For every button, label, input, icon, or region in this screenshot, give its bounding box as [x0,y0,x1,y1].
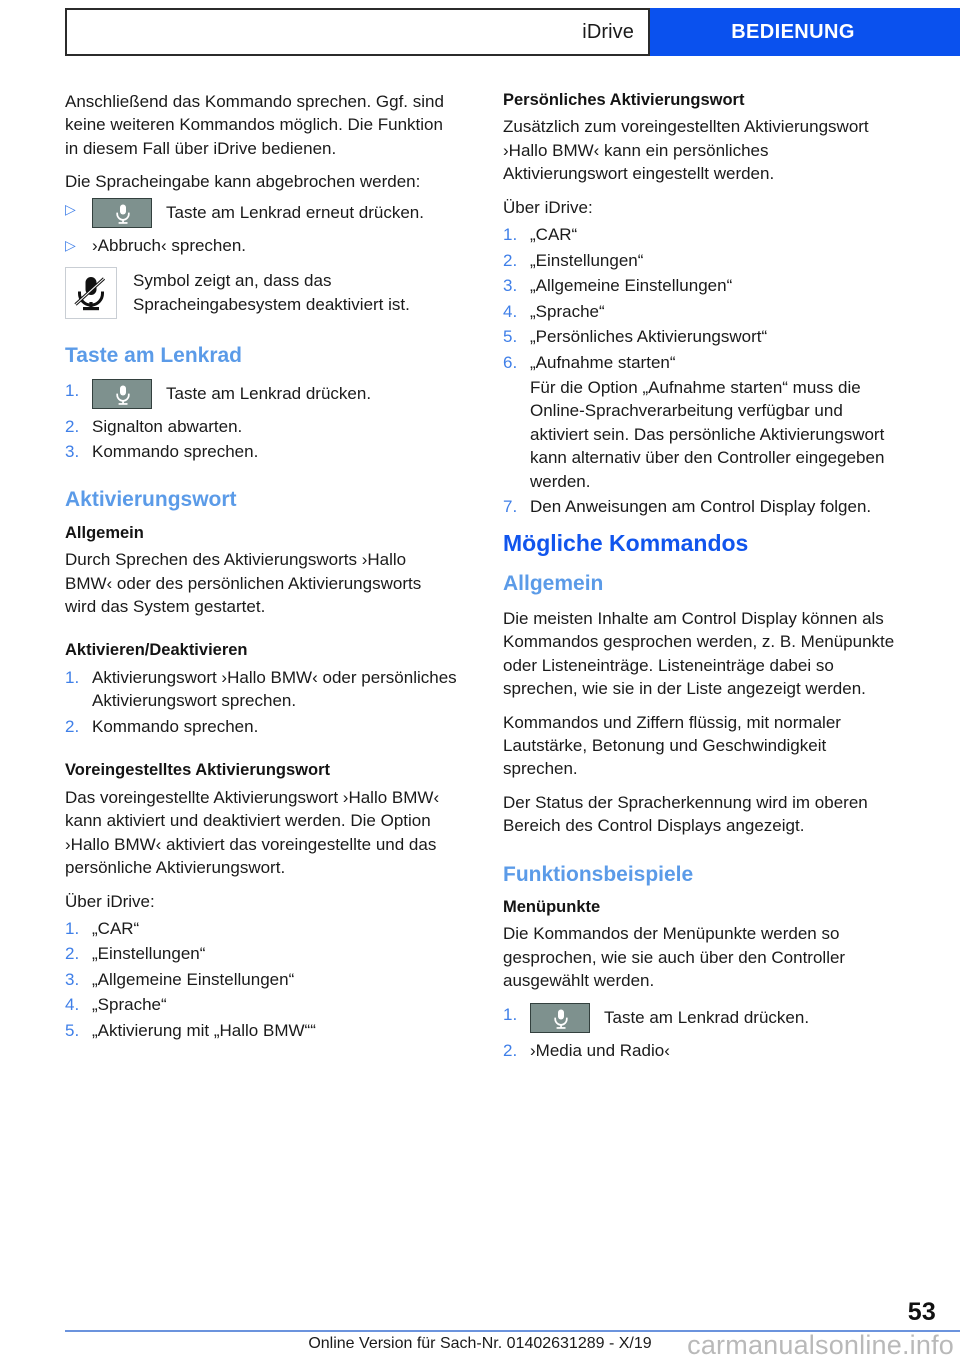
list-marker: 1. [65,380,80,400]
list-marker: 3. [503,276,518,296]
list-marker: 4. [65,995,80,1015]
list-marker: 3. [65,441,80,461]
list-item-label: „Einstellungen“ [530,250,644,270]
list-item-label: „Aktivierung mit „Hallo BMW““ [92,1020,316,1040]
subheading-menu-items: Menüpunkte [503,898,601,917]
abort-lead: Die Spracheingabe kann abgebrochen werden: [65,172,421,192]
personal-via-idrive: Über iDrive: [503,197,593,217]
section-heading-wakeword: Aktivierungswort [65,488,237,512]
general-paragraph: Durch Sprechen des Aktivierungsworts ›Hallo BMW‹ oder des persönlichen Aktivierungsworts wird das System gestartet. [65,550,422,617]
menuitems-steps-list [503,1003,895,1062]
list-item [503,249,895,272]
subheading-general: Allgemein [65,523,144,542]
subheading-personal-wakeword: Persönliches Aktivierungswort [503,91,745,109]
page-number: 53 [907,1298,936,1326]
list-item-label: Aktivierungswort ›Hallo BMW‹ oder persönliches Aktivierungswort sprechen. [92,667,457,711]
list-item [65,379,457,413]
list-item-label: Taste am Lenkrad drücken. [604,1008,810,1028]
section-heading-function-examples: Funktionsbeispiele [503,862,694,886]
preset-paragraph: Das voreingestellte Aktivierungswort ›Hallo BMW‹ kann aktiviert und deaktiviert werden. Die Option ›Hallo BMW‹ aktiviert das voreingestellte und das persönliche Aktivierungswort. [65,787,440,878]
list-item-label: „Persönliches Aktivierungswort“ [530,327,768,347]
list-marker: 2. [65,944,80,964]
list-item-label: Kommando sprechen. [92,441,259,461]
list-item-label: „Allgemeine Einstellungen“ [92,969,295,989]
personal-paragraph: Zusätzlich zum voreingestellten Aktivierungswort ›Hallo BMW‹ kann ein persönliches Aktivierungswort eingestellt werden. [503,117,869,184]
list-item [503,376,895,493]
list-item-label: „Sprache“ [530,301,605,321]
list-item [503,351,895,374]
header-section-box [650,8,960,56]
list-item-label: Taste am Lenkrad drücken. [166,383,372,403]
list-marker: 5. [503,327,518,347]
footer-note: Online Version für Sach-Nr. 01402631289 - X/19 [308,1335,652,1352]
list-item [65,1019,457,1042]
list-item-label: „Einstellungen“ [92,944,206,964]
subheading-preset-wakeword: Voreingestelltes Aktivierungswort [65,761,330,780]
general-paragraph-2: Kommandos und Ziffern flüssig, mit normaler Lautstärke, Betonung und Geschwindigkeit sprechen. [503,712,841,779]
preset-via-idrive: Über iDrive: [65,891,155,911]
list-item-label: ›Abbruch‹ sprechen. [92,235,247,255]
list-item [65,917,457,940]
right-column [503,90,895,1072]
personal-note: Für die Option „Aufnahme starten“ muss die Online-Sprachverarbeitung verfügbar und aktiviert sein. Das persönliche Aktivierungswort kann alternativ über den Controller eingegeben werden. [530,377,885,491]
list-item-label: „Sprache“ [92,995,167,1015]
list-item [65,234,457,257]
list-item [65,993,457,1016]
list-item-label: „CAR“ [530,225,578,245]
header-chapter-label: iDrive [582,20,634,43]
list-marker: 3. [65,969,80,989]
content-columns [65,90,895,1072]
list-marker: 2. [65,416,80,436]
subheading-activate-deactivate: Aktivieren/Deaktivieren [65,641,248,660]
steering-steps-list [65,379,457,464]
list-item-label: „Allgemeine Einstellungen“ [530,276,733,296]
list-item [65,415,457,438]
section-heading-steering-button: Taste am Lenkrad [65,344,243,368]
page-header [65,8,960,56]
list-marker: 1. [503,1004,518,1024]
triangle-bullet-icon: ▷ [65,236,76,253]
microphone-off-icon [65,267,117,319]
list-item [65,942,457,965]
list-item [65,715,457,738]
list-marker: 6. [503,352,518,372]
activate-steps-list [65,666,457,738]
list-item-label: Signalton abwarten. [92,416,243,436]
intro-paragraph: Anschließend das Kommando sprechen. Ggf. sind keine weiteren Kommandos möglich. Die Funktion in diesem Fall über iDrive bedienen. [65,92,444,158]
list-marker: 2. [65,716,80,736]
list-item [503,325,895,348]
list-item [503,1039,895,1062]
preset-steps-list [65,917,457,1042]
personal-steps-list [503,223,895,518]
list-marker: 1. [65,667,80,687]
section-heading-general: Allgemein [503,572,604,596]
list-item [503,1003,895,1037]
list-item [65,440,457,463]
abort-list [65,198,457,257]
list-marker: 2. [503,1040,518,1060]
header-chapter-box [65,8,650,56]
list-marker: 7. [503,497,518,517]
microphone-icon[interactable] [92,379,152,409]
menuitems-paragraph: Die Kommandos der Menüpunkte werden so gesprochen, wie sie auch über den Controller ausgewählt werden. [503,924,846,991]
list-item [65,666,457,713]
list-marker: 4. [503,301,518,321]
list-item [503,300,895,323]
list-item-label: Den Anweisungen am Control Display folgen. [530,497,872,517]
list-item-label: „Aufnahme starten“ [530,352,676,372]
mic-off-note [65,267,457,319]
general-paragraph-1: Die meisten Inhalte am Control Display können als Kommandos gesprochen werden, z. B. Menüpunkte oder Listeneinträge. Listeneinträge dabei so sprechen, wie sie in der Liste angezeigt werden. [503,608,895,699]
microphone-icon[interactable] [530,1003,590,1033]
list-item [503,274,895,297]
list-item-label: ›Media und Radio‹ [530,1040,670,1060]
watermark: carmanualsonline.info [687,1330,954,1360]
left-column [65,90,457,1072]
list-item-label: Taste am Lenkrad erneut drücken. [166,203,424,223]
list-item-label: „CAR“ [92,918,140,938]
list-item [503,495,895,518]
header-section-label: BEDIENUNG [731,20,855,43]
triangle-bullet-icon: ▷ [65,200,76,217]
list-marker: 2. [503,250,518,270]
list-marker: 5. [65,1020,80,1040]
list-item-label: Kommando sprechen. [92,716,259,736]
general-paragraph-3: Der Status der Spracherkennung wird im oberen Bereich des Control Displays angezeigt. [503,792,868,836]
list-marker: 1. [503,225,518,245]
list-marker: 1. [65,918,80,938]
list-item [65,968,457,991]
footer-divider [65,1330,960,1332]
list-item [503,223,895,246]
page-title-possible-commands: Mögliche Kommandos [503,529,749,556]
list-item [65,198,457,232]
microphone-icon[interactable] [92,198,152,228]
mic-off-note-label: Symbol zeigt an, dass das Spracheingabesystem deaktiviert ist. [133,271,410,314]
